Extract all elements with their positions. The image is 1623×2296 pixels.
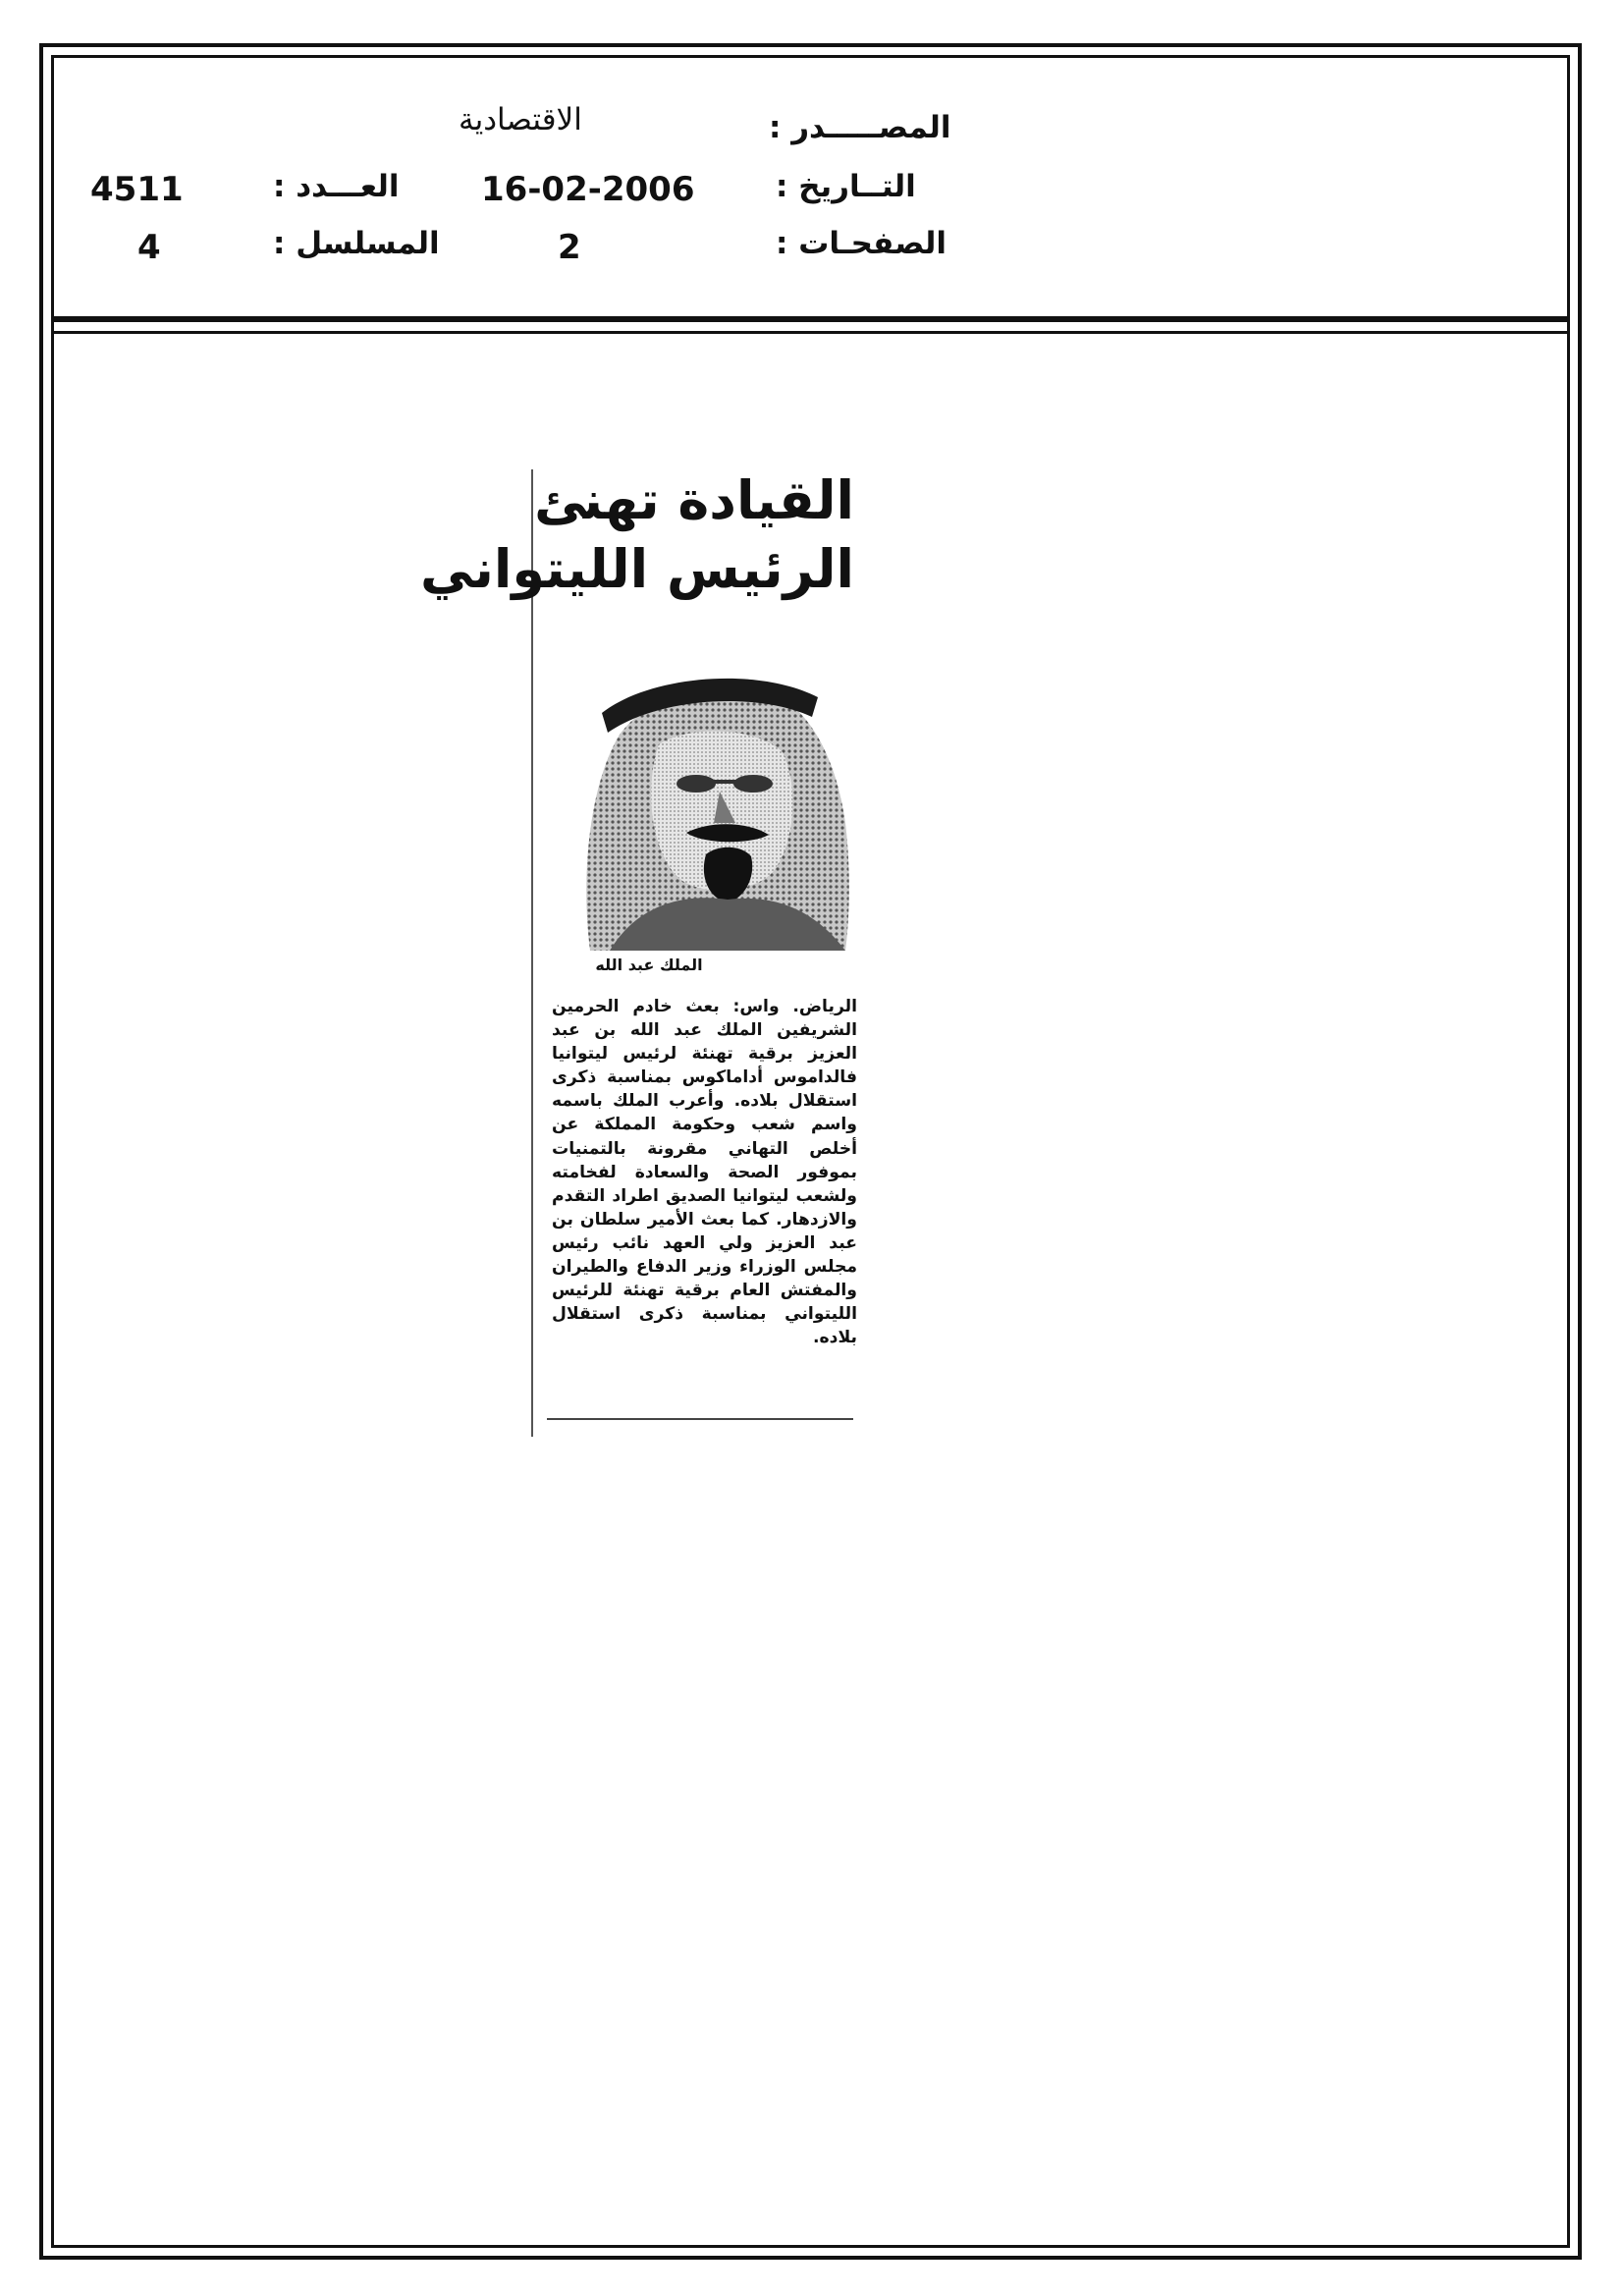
article-line: عبد العزيز ولي العهد نائب رئيس (552, 1232, 857, 1253)
article-end-rule (547, 1418, 853, 1420)
article-line: الشريفين الملك عبد الله بن عبد (552, 1020, 857, 1041)
pages-value: 2 (558, 228, 581, 267)
date-label: التــاريخ : (776, 169, 916, 204)
article-line: والمفتش العام برقية تهنئة للرئيس (552, 1281, 857, 1301)
date-value: 16-02-2006 (481, 170, 695, 209)
header-divider-thin (51, 331, 1570, 334)
serial-value: 4 (137, 228, 161, 267)
source-label: المصـــــدر : (769, 110, 951, 145)
photo-caption: الملك عبد الله (595, 956, 703, 974)
article-line: ولشعب ليتوانيا الصديق اطراد التقدم (552, 1185, 857, 1206)
number-label: العـــدد : (273, 169, 400, 204)
article-line: استقلال بلاده. وأعرب الملك باسمه (552, 1091, 857, 1112)
serial-label: المسلسل : (273, 226, 440, 261)
pages-label: الصفحـات : (776, 226, 947, 261)
article-line: الليتواني بمناسبة ذكرى استقلال (552, 1304, 857, 1325)
portrait-photo (551, 636, 857, 951)
headline-line-1: القيادة تهنئ (534, 469, 854, 531)
article-line: الرياض. واس: بعث خادم الحرمين (552, 997, 857, 1016)
source-value: الاقتصادية (459, 102, 582, 137)
header-divider (51, 316, 1570, 322)
article-line: فالداموس أداماكوس بمناسبة ذكرى (552, 1067, 857, 1088)
article-line: والازدهار. كما بعث الأمير سلطان بن (552, 1209, 857, 1230)
article-line: العزيز برقية تهنئة لرئيس ليتوانيا (552, 1044, 857, 1065)
article-body (552, 995, 857, 1349)
headline-line-2: الرئيس الليتواني (419, 538, 854, 600)
number-value: 4511 (90, 170, 184, 209)
clipping-edge (531, 469, 533, 1437)
article-line: بموفور الصحة والسعادة لفخامته (552, 1162, 857, 1182)
article-line: أخلص التهاني مقرونة بالتمنيات (552, 1138, 857, 1159)
article-line: مجلس الوزراء وزير الدفاع والطيران (552, 1257, 857, 1278)
article-line: واسم شعب وحكومة المملكة عن (552, 1115, 857, 1135)
article-line: بلاده. (813, 1328, 857, 1348)
